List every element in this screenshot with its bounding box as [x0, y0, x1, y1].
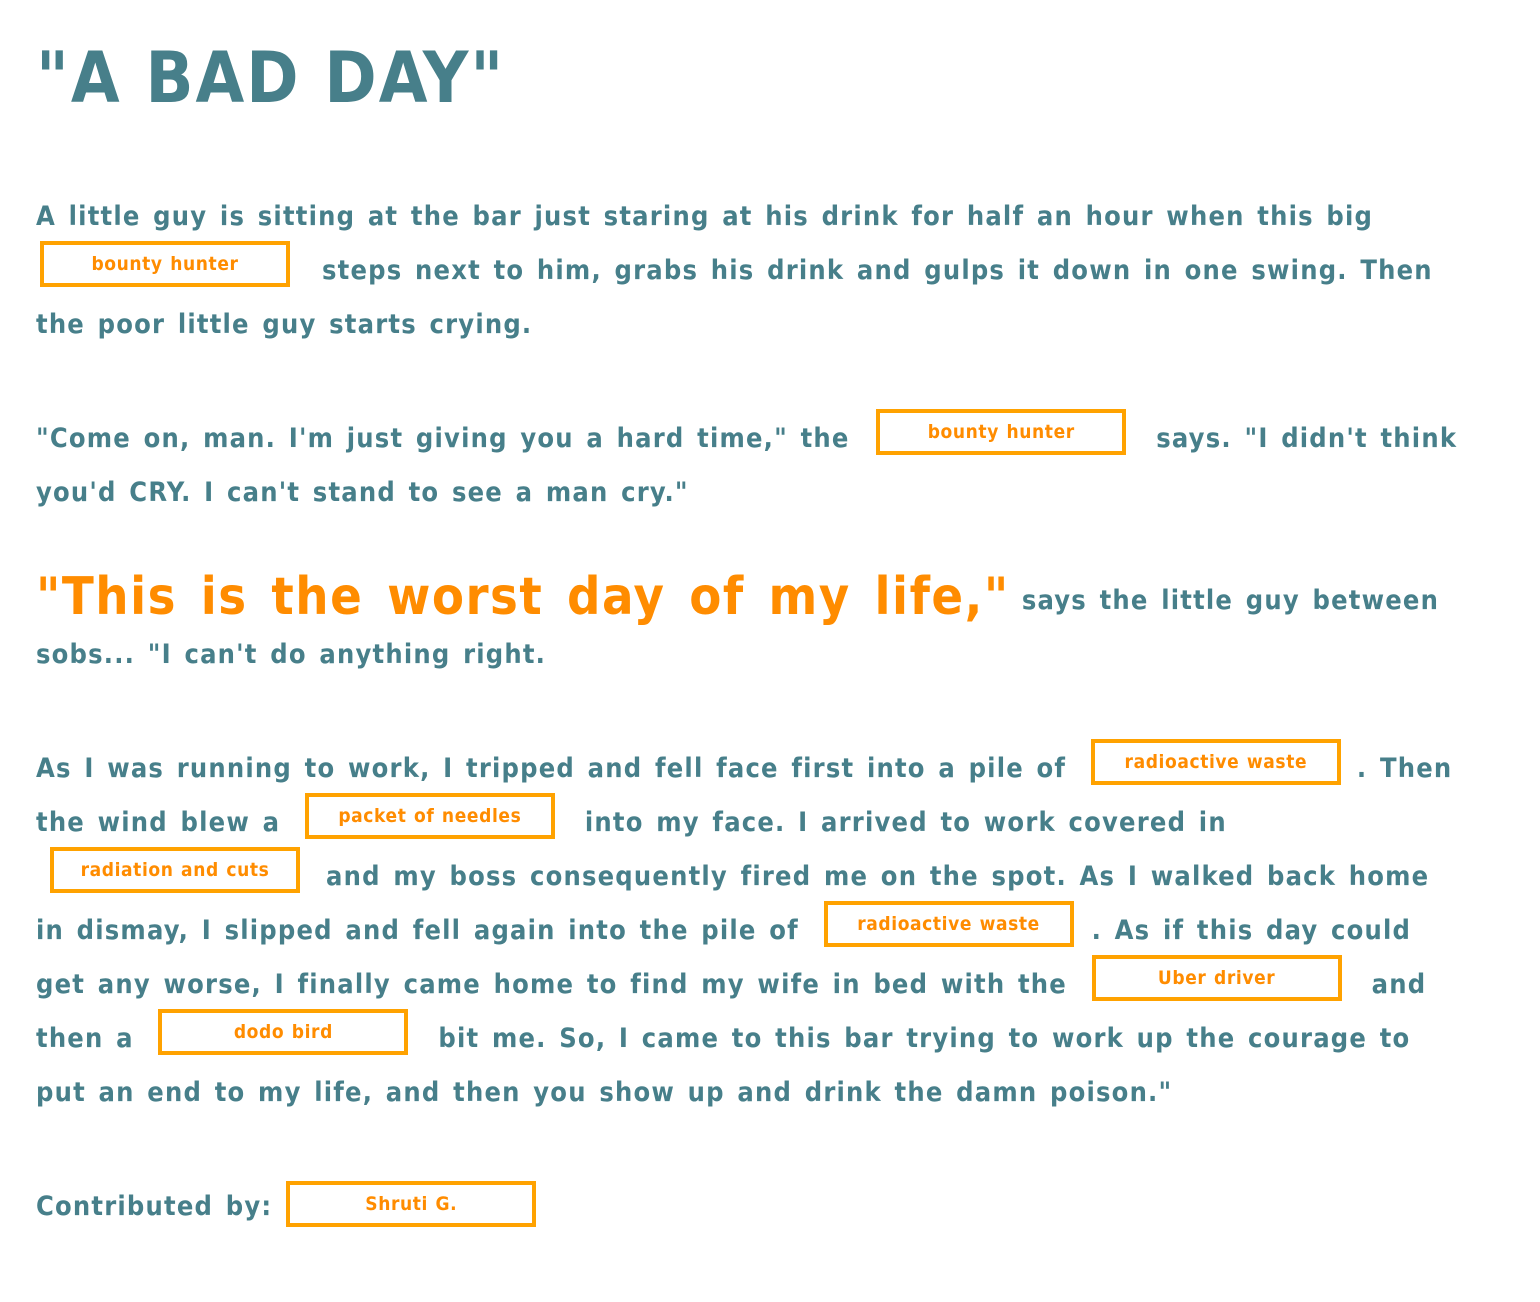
contributor-line — [36, 1180, 1466, 1234]
paragraph-text: into my face. I arrived to work covered in — [584, 807, 1227, 838]
paragraph-text: "Come on, man. I'm just giving you a hard time," the — [36, 423, 850, 454]
paragraph-3 — [36, 567, 1466, 682]
paragraph-text: and my boss consequently fired me on the spot. As I walked back home in dismay, I slipped and fell again into the pile of — [36, 861, 1430, 946]
paragraph-2 — [36, 412, 1466, 520]
story-title: "A BAD DAY" — [36, 37, 506, 119]
paragraph-text: bit me. So, I came to this bar trying to work up the courage to put an end to my life, and then you show up and drink the damn poison." — [36, 1023, 1411, 1108]
paragraph-gap — [36, 682, 1466, 742]
paragraph-text: . As if this day could get any worse, I finally came home to find my wife in bed with the — [36, 915, 1412, 1000]
blank-noun-1: bounty hunter — [40, 241, 290, 287]
paragraph-text: says the little guy between sobs... "I can't do anything right. — [36, 585, 1440, 670]
contributor-label: Contributed by: — [36, 1191, 273, 1222]
contributor-name: Shruti G. — [286, 1181, 536, 1227]
blank-noun-5: radiation and cuts — [50, 847, 300, 893]
blank-noun-6: radioactive waste — [824, 901, 1074, 947]
blank-noun-2: bounty hunter — [876, 409, 1126, 455]
paragraph-gap — [36, 520, 1466, 574]
paragraph-text: and then a — [36, 969, 1427, 1054]
paragraph-4 — [36, 742, 1466, 1120]
highlight-quote: "This is the worst day of my life," — [36, 567, 1010, 627]
blank-noun-8: dodo bird — [158, 1009, 408, 1055]
blank-noun-4: packet of needles — [305, 793, 555, 839]
paragraph-text: . Then the wind blew a — [36, 753, 1453, 838]
story-page — [36, 28, 1466, 1234]
paragraph-text: A little guy is sitting at the bar just staring at his drink for half an hour when this big — [36, 201, 1374, 232]
paragraph-text: steps next to him, grabs his drink and gulps it down in one swing. Then the poor little guy starts crying. — [36, 255, 1433, 340]
blank-noun-7: Uber driver — [1092, 955, 1342, 1001]
blank-noun-3: radioactive waste — [1091, 739, 1341, 785]
paragraph-1 — [36, 190, 1466, 352]
paragraph-text: says. "I didn't think you'd CRY. I can't stand to see a man cry." — [36, 423, 1458, 508]
paragraph-text: As I was running to work, I tripped and fell face first into a pile of — [36, 753, 1067, 784]
paragraph-gap — [36, 352, 1466, 412]
